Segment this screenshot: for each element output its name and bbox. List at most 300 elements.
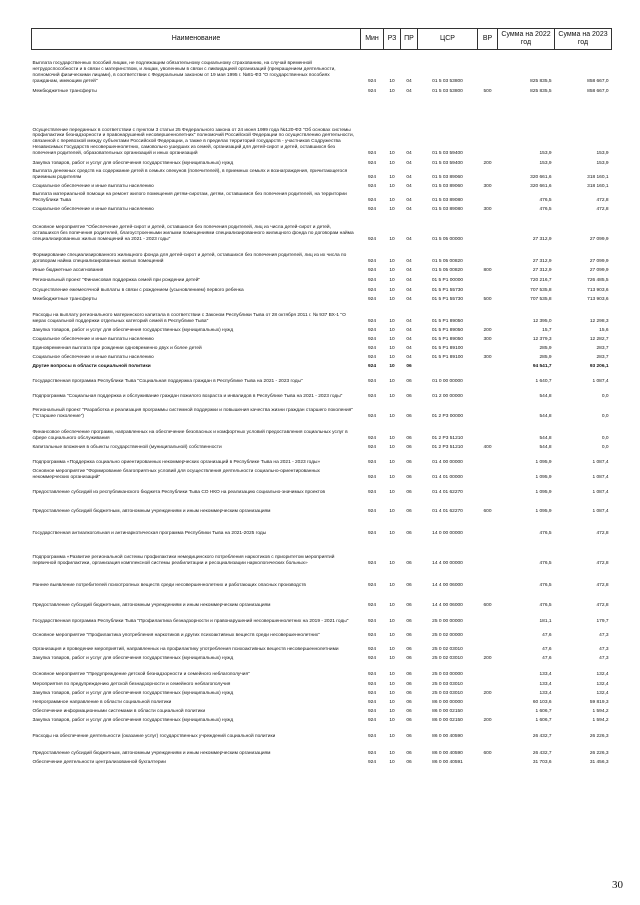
cell-rz: 10 <box>389 296 395 302</box>
cell-name: Подпрограмма «Поддержка социально ориентированных некоммерческих организаций в Республике Тыва на 2021 - 2023 годы» <box>32 459 321 465</box>
table-row <box>32 157 612 167</box>
table-row <box>32 85 612 95</box>
cell-vr <box>478 639 498 653</box>
cell-name: Основное мероприятие "Обеспечение детей-сирот и детей, оставшихся без попечения родителей, лиц из числа детей-сирот и детей, оставшихся без попечения родителей, благоустроенными жилыми помещениями специализированного жилищного фонда по договорам найма специализированных жилых помещений на 2021 - 2023 годы" <box>32 225 354 242</box>
cell-min: 924 <box>367 444 376 450</box>
table-row <box>32 697 612 706</box>
cell-sum-2023: 31 456,3 <box>589 759 609 765</box>
cell-sum-2023: 179,7 <box>596 618 609 624</box>
cell-pr: 06 <box>406 444 412 450</box>
cell-min: 924 <box>367 759 376 765</box>
header-vr: ВР <box>478 29 498 50</box>
cell-name: Формирование специализированного жилищного фонда для детей-сирот и детей, оставшихся без попечения родителей, лиц из их числа по договорам найма специализированных жилых помещений <box>32 252 347 264</box>
cell-csr: 01 5 P1 89050 <box>431 336 464 342</box>
cell-min: 924 <box>367 690 376 696</box>
cell-vr: 600 <box>483 508 492 514</box>
table-row <box>32 757 612 766</box>
cell-name: Социальное обеспечение и иные выплаты населению <box>32 354 154 360</box>
cell-sum-2023: 472,8 <box>596 197 609 203</box>
cell-pr: 04 <box>406 183 412 189</box>
table-row <box>32 400 612 420</box>
cell-min: 924 <box>367 671 376 677</box>
cell-vr: 500 <box>483 88 492 94</box>
cell-csr: 14 4 00 06000 <box>432 582 463 588</box>
cell-csr: 25 0 03 03010 <box>432 690 463 696</box>
cell-csr: 01 5 P1 00000 <box>431 277 464 283</box>
cell-pr: 06 <box>406 413 412 419</box>
table-row <box>32 688 612 697</box>
cell-sum-2022: 15,7 <box>542 327 552 333</box>
cell-vr <box>478 466 498 481</box>
cell-rz: 10 <box>389 632 395 638</box>
cell-pr: 04 <box>406 197 412 203</box>
cell-vr <box>478 724 498 740</box>
cell-min: 924 <box>367 681 376 687</box>
cell-sum-2023: 726 485,5 <box>587 277 609 283</box>
cell-pr: 04 <box>406 206 412 212</box>
cell-vr <box>478 420 498 442</box>
cell-sum-2023: 1 087,4 <box>592 489 609 495</box>
header-min: Мин <box>361 29 384 50</box>
cell-csr: 01 5 P1 89100 <box>431 354 464 360</box>
cell-sum-2022: 31 703,6 <box>532 759 552 765</box>
cell-sum-2022: 544,8 <box>539 444 552 450</box>
cell-sum-2022: 1 606,7 <box>535 708 552 714</box>
cell-vr <box>478 190 498 204</box>
table-row <box>32 204 612 213</box>
cell-min: 924 <box>367 345 376 351</box>
cell-vr <box>478 343 498 352</box>
cell-pr: 06 <box>406 646 412 652</box>
cell-csr: 01 5 03 53800 <box>432 78 463 84</box>
cell-min: 924 <box>367 560 376 566</box>
cell-vr: 200 <box>483 717 492 723</box>
cell-sum-2023: 93 206,1 <box>589 363 609 369</box>
cell-min: 924 <box>367 413 376 419</box>
cell-pr: 04 <box>406 318 412 324</box>
cell-name: Предоставление субсидий из республиканского бюджета Республики Тыва СО НКО на реализацию социально-значимых проектов <box>32 489 326 495</box>
cell-vr <box>478 370 498 385</box>
table-row <box>32 724 612 740</box>
table-row <box>32 706 612 715</box>
cell-rz: 10 <box>389 733 395 739</box>
cell-csr: 14 0 00 00000 <box>432 530 463 536</box>
cell-vr <box>478 609 498 625</box>
cell-name: Государственная антиалкогольная и антинаркотическая программа Республики Тыва на 2021-2025 годы <box>32 530 267 536</box>
cell-vr <box>478 757 498 766</box>
cell-name: Государственная программа Республики Тыва "Социальная поддержка граждан в Республике Тыва на 2021 - 2023 годы" <box>32 378 303 384</box>
cell-sum-2022: 47,6 <box>542 655 552 661</box>
cell-pr: 06 <box>406 508 412 514</box>
cell-rz: 10 <box>389 345 395 351</box>
table-row <box>32 567 612 589</box>
cell-rz: 10 <box>389 690 395 696</box>
cell-vr <box>478 515 498 537</box>
cell-sum-2023: 0,0 <box>601 444 609 450</box>
cell-min: 924 <box>367 733 376 739</box>
cell-pr: 06 <box>406 699 412 705</box>
cell-name: Мероприятия по предупреждению детской безнадзорности и семейного неблагополучия <box>32 681 231 687</box>
cell-rz: 10 <box>389 759 395 765</box>
cell-sum-2022: 544,8 <box>539 435 552 441</box>
table-row <box>32 190 612 204</box>
table-row <box>32 609 612 625</box>
cell-vr <box>478 697 498 706</box>
header-pr: ПР <box>401 29 418 50</box>
cell-name: Организация и проведение мероприятий, направленных на профилактику употребления психоактивных веществ несовершеннолетними <box>32 646 339 652</box>
cell-name: Единовременная выплата при рождении одновременно двух и более детей <box>32 345 202 351</box>
cell-pr: 06 <box>406 681 412 687</box>
cell-sum-2023: 1 087,4 <box>592 378 609 384</box>
cell-rz: 10 <box>389 681 395 687</box>
cell-sum-2023: 1 087,4 <box>592 474 609 480</box>
table-row <box>32 167 612 181</box>
cell-rz: 10 <box>389 174 395 180</box>
cell-vr: 300 <box>483 183 492 189</box>
table-row <box>32 442 612 451</box>
cell-csr: 86 0 00 02150 <box>432 708 463 714</box>
table-row <box>32 303 612 325</box>
cell-name: Закупка товаров, работ и услуг для обеспечения государственных (муниципальных) нужд <box>32 717 234 723</box>
cell-pr: 06 <box>406 655 412 661</box>
cell-sum-2022: 825 835,5 <box>530 78 552 84</box>
cell-sum-2023: 318 160,1 <box>587 183 609 189</box>
cell-pr: 04 <box>406 78 412 84</box>
cell-vr: 800 <box>483 267 492 273</box>
cell-min: 924 <box>367 750 376 756</box>
cell-name: Основное мероприятие "Формирование благоприятных условий для осуществления деятельности социально-ориентированных некоммерческих организаций" <box>32 468 320 480</box>
cell-name: Расходы на выплату регионального материнского капитала в соответствии с Законом Республики Тыва от 28 октября 2011 г. № 937 ВХ-1 "О мерах социальной поддержки отдельных категорий семей в Республике Тыва" <box>32 312 346 324</box>
cell-pr: 04 <box>406 150 412 156</box>
cell-sum-2023: 283,7 <box>596 345 609 351</box>
cell-sum-2023: 0,0 <box>601 413 609 419</box>
cell-csr: 01 0 00 00000 <box>432 378 463 384</box>
cell-pr: 06 <box>406 560 412 566</box>
cell-rz: 10 <box>389 699 395 705</box>
cell-sum-2023: 472,8 <box>596 602 609 608</box>
cell-sum-2023: 153,9 <box>596 160 609 166</box>
cell-sum-2022: 153,9 <box>539 150 552 156</box>
cell-sum-2022: 153,9 <box>539 160 552 166</box>
cell-min: 924 <box>367 150 376 156</box>
cell-name: Региональный проект "Разработка и реализация программы системной поддержки и повышения качества жизни граждан старшего поколения" ("Старшее поколение") <box>32 407 353 419</box>
cell-min: 924 <box>367 206 376 212</box>
table-row <box>32 95 612 157</box>
table-row <box>32 662 612 678</box>
cell-csr: 01 5 P1 89100 <box>431 345 464 351</box>
table-row <box>32 274 612 284</box>
table-row <box>32 243 612 265</box>
cell-pr: 04 <box>406 327 412 333</box>
cell-pr: 04 <box>406 336 412 342</box>
cell-name: Социальное обеспечение и иные выплаты населению <box>32 336 154 342</box>
cell-min: 924 <box>367 88 376 94</box>
cell-rz: 10 <box>389 206 395 212</box>
cell-csr: 01 5 03 89060 <box>432 183 463 189</box>
cell-csr: 01 5 05 00820 <box>432 258 463 264</box>
cell-min: 924 <box>367 435 376 441</box>
table-row <box>32 370 612 385</box>
cell-name: Закупка товаров, работ и услуг для обеспечения государственных (муниципальных) нужд <box>32 690 234 696</box>
cell-csr: 01 5 03 59400 <box>432 150 463 156</box>
cell-sum-2022: 285,9 <box>539 354 552 360</box>
cell-csr: 01 2 P3 00000 <box>431 413 464 419</box>
cell-name: Межбюджетные трансферты <box>32 88 97 94</box>
cell-sum-2022: 320 661,6 <box>530 183 552 189</box>
cell-sum-2023: 0,0 <box>601 435 609 441</box>
cell-sum-2022: 133,4 <box>539 690 552 696</box>
cell-pr: 04 <box>406 258 412 264</box>
cell-rz: 10 <box>389 602 395 608</box>
cell-min: 924 <box>367 287 376 293</box>
cell-sum-2022: 476,5 <box>539 530 552 536</box>
cell-csr: 01 5 P1 55730 <box>431 296 464 302</box>
cell-rz: 10 <box>389 474 395 480</box>
cell-rz: 10 <box>389 435 395 441</box>
cell-name: Обеспечение деятельности централизованной бухгалтерии <box>32 759 166 765</box>
cell-sum-2022: 1 095,9 <box>535 489 552 495</box>
cell-name: Капитальные вложения в объекты государственной (муниципальной) собственности <box>32 444 222 450</box>
cell-sum-2022: 707 535,8 <box>530 296 552 302</box>
table-row <box>32 213 612 243</box>
cell-sum-2022: 825 835,5 <box>530 88 552 94</box>
cell-rz: 10 <box>389 378 395 384</box>
cell-rz: 10 <box>389 363 395 369</box>
cell-min: 924 <box>367 474 376 480</box>
table-row <box>32 715 612 724</box>
cell-csr: 01 5 03 53800 <box>432 88 463 94</box>
cell-vr <box>478 243 498 265</box>
cell-sum-2022: 12 395,0 <box>532 318 552 324</box>
cell-pr: 04 <box>406 354 412 360</box>
cell-name: Региональный проект "Финансовая поддержка семей при рождении детей" <box>32 277 201 283</box>
cell-pr: 04 <box>406 296 412 302</box>
cell-sum-2022: 181,1 <box>539 618 552 624</box>
cell-min: 924 <box>367 183 376 189</box>
cell-sum-2022: 476,5 <box>539 602 552 608</box>
header-sum-2023: Сумма на 2023 год <box>555 29 612 50</box>
cell-csr: 01 4 00 00000 <box>432 459 463 465</box>
cell-name: Иные бюджетные ассигнования <box>32 267 104 273</box>
cell-sum-2023: 12 282,7 <box>589 336 609 342</box>
cell-vr <box>478 567 498 589</box>
cell-rz: 10 <box>389 88 395 94</box>
cell-csr: 25 0 02 00000 <box>432 632 463 638</box>
cell-sum-2023: 1 594,2 <box>592 708 609 714</box>
cell-csr: 01 4 01 62270 <box>432 508 463 514</box>
cell-name: Выплата материальной помощи на ремонт жилого помещения детям-сиротам, детям, оставшимся без попечения родителей, на территории Республики Тыва <box>32 191 347 203</box>
cell-vr <box>478 213 498 243</box>
cell-csr: 01 5 05 00820 <box>432 267 463 273</box>
cell-pr: 06 <box>406 474 412 480</box>
cell-pr: 06 <box>406 530 412 536</box>
cell-pr: 06 <box>406 602 412 608</box>
cell-min: 924 <box>367 378 376 384</box>
cell-min: 924 <box>367 78 376 84</box>
cell-sum-2022: 94 541,7 <box>532 363 552 369</box>
table-row <box>32 451 612 466</box>
cell-name: Социальное обеспечение и иные выплаты населению <box>32 183 154 189</box>
cell-pr: 04 <box>406 267 412 273</box>
cell-sum-2023: 132,4 <box>596 671 609 677</box>
cell-sum-2022: 1 095,9 <box>535 474 552 480</box>
table-row <box>32 678 612 688</box>
cell-vr <box>478 50 498 85</box>
cell-sum-2022: 27 312,9 <box>532 267 552 273</box>
cell-pr: 04 <box>406 277 412 283</box>
cell-sum-2022: 707 535,8 <box>530 287 552 293</box>
cell-pr: 06 <box>406 459 412 465</box>
cell-vr: 200 <box>483 655 492 661</box>
cell-pr: 06 <box>406 363 412 369</box>
cell-sum-2023: 472,8 <box>596 582 609 588</box>
cell-rz: 10 <box>389 413 395 419</box>
header-name: Наименование <box>32 29 361 50</box>
cell-sum-2023: 858 667,0 <box>587 78 609 84</box>
cell-rz: 10 <box>389 393 395 399</box>
table-row <box>32 740 612 757</box>
cell-pr: 06 <box>406 750 412 756</box>
cell-min: 924 <box>367 618 376 624</box>
cell-pr: 06 <box>406 733 412 739</box>
table-row <box>32 284 612 294</box>
cell-min: 924 <box>367 646 376 652</box>
cell-sum-2023: 27 099,9 <box>589 236 609 242</box>
cell-pr: 04 <box>406 88 412 94</box>
cell-sum-2023: 59 819,3 <box>589 699 609 705</box>
cell-pr: 06 <box>406 582 412 588</box>
cell-sum-2022: 47,6 <box>542 632 552 638</box>
cell-pr: 04 <box>406 345 412 351</box>
cell-csr: 25 0 02 03010 <box>432 646 463 652</box>
cell-name: Межбюджетные трансферты <box>32 296 97 302</box>
cell-vr <box>478 706 498 715</box>
cell-pr: 06 <box>406 618 412 624</box>
cell-name: Социальное обеспечение и иные выплаты населению <box>32 206 154 212</box>
cell-vr <box>478 303 498 325</box>
header-rz: РЗ <box>384 29 401 50</box>
cell-csr: 86 0 00 40590 <box>432 750 463 756</box>
table-row <box>32 420 612 442</box>
cell-min: 924 <box>367 489 376 495</box>
cell-csr: 86 0 00 02150 <box>432 717 463 723</box>
cell-vr <box>478 678 498 688</box>
cell-rz: 10 <box>389 78 395 84</box>
cell-pr: 06 <box>406 759 412 765</box>
cell-name: Другие вопросы в области социальной политики <box>32 363 151 369</box>
cell-vr: 200 <box>483 327 492 333</box>
cell-min: 924 <box>367 354 376 360</box>
cell-name: Основное мероприятие "Профилактика употребления наркотиков и других психоактивных веществ среди несовершеннолетних" <box>32 632 320 638</box>
cell-pr: 04 <box>406 174 412 180</box>
header-sum-2022: Сумма на 2022 год <box>498 29 555 50</box>
cell-min: 924 <box>367 197 376 203</box>
cell-rz: 10 <box>389 582 395 588</box>
table-row <box>32 589 612 609</box>
cell-rz: 10 <box>389 444 395 450</box>
cell-min: 924 <box>367 174 376 180</box>
cell-rz: 10 <box>389 655 395 661</box>
cell-rz: 10 <box>389 354 395 360</box>
cell-min: 924 <box>367 336 376 342</box>
cell-name: Выплата государственных пособий лицам, не подлежащим обязательному социальному страхованию, на случай временной нетрудоспособности и в связи с материнством, и лицам, уволенным в связи с ликвидацией организаций (прекращением деятельности, полномочий физическими лицами), в соответствии с Федеральным законом от 19 мая 1995 г. №81-ФЗ "О государственных пособиях гражданам, имеющим детей" <box>32 61 336 84</box>
table-row <box>32 181 612 190</box>
page-number: 30 <box>612 879 623 891</box>
cell-sum-2023: 858 667,0 <box>587 88 609 94</box>
cell-min: 924 <box>367 363 376 369</box>
cell-min: 924 <box>367 258 376 264</box>
cell-pr: 04 <box>406 287 412 293</box>
cell-vr <box>478 481 498 496</box>
cell-rz: 10 <box>389 318 395 324</box>
cell-rz: 10 <box>389 671 395 677</box>
cell-name: Подпрограмма «Развитие региональной системы профилактики немедицинского потребления наркотиков с приоритетом мероприятий первичной профилактики, организация комплексной системы реабилитации и ресоциализации наркологических больных» <box>32 554 335 566</box>
cell-pr: 06 <box>406 435 412 441</box>
cell-vr <box>478 284 498 294</box>
cell-pr: 06 <box>406 489 412 495</box>
cell-name: Основное мероприятие "Предупреждение детской безнадзорности и семейного неблагополучия" <box>32 671 250 677</box>
cell-csr: 01 5 05 00000 <box>432 236 463 242</box>
cell-sum-2022: 133,4 <box>539 681 552 687</box>
table-body <box>32 50 612 766</box>
cell-pr: 04 <box>406 236 412 242</box>
cell-csr: 01 4 01 00000 <box>432 474 463 480</box>
cell-csr: 01 5 P1 89050 <box>431 327 464 333</box>
cell-min: 924 <box>367 530 376 536</box>
cell-vr <box>478 361 498 370</box>
cell-sum-2022: 544,8 <box>539 413 552 419</box>
cell-sum-2023: 283,7 <box>596 354 609 360</box>
cell-sum-2022: 47,6 <box>542 646 552 652</box>
cell-sum-2022: 476,5 <box>539 206 552 212</box>
cell-rz: 10 <box>389 560 395 566</box>
cell-csr: 01 2 P3 51210 <box>431 435 464 441</box>
table-row <box>32 334 612 343</box>
table-row <box>32 537 612 567</box>
cell-min: 924 <box>367 699 376 705</box>
table-row <box>32 352 612 361</box>
cell-csr: 01 5 P1 55730 <box>431 287 464 293</box>
cell-name: Предоставление субсидий бюджетным, автономным учреждениям и иным некоммерческим организациям <box>32 508 271 514</box>
cell-rz: 10 <box>389 646 395 652</box>
cell-min: 924 <box>367 602 376 608</box>
cell-vr <box>478 451 498 466</box>
cell-sum-2023: 47,3 <box>599 655 609 661</box>
cell-pr: 06 <box>406 378 412 384</box>
cell-min: 924 <box>367 459 376 465</box>
cell-sum-2023: 472,8 <box>596 530 609 536</box>
cell-pr: 06 <box>406 717 412 723</box>
cell-sum-2022: 60 103,6 <box>532 699 552 705</box>
cell-sum-2023: 472,8 <box>596 206 609 212</box>
table-row <box>32 50 612 85</box>
cell-rz: 10 <box>389 277 395 283</box>
cell-csr <box>418 361 478 370</box>
cell-sum-2022: 1 606,7 <box>535 717 552 723</box>
cell-rz: 10 <box>389 530 395 536</box>
cell-sum-2023: 472,8 <box>596 560 609 566</box>
cell-min: 924 <box>367 296 376 302</box>
cell-csr: 25 0 03 00000 <box>432 671 463 677</box>
cell-csr: 01 2 00 00000 <box>432 393 463 399</box>
header-csr: ЦСР <box>418 29 478 50</box>
cell-sum-2022: 544,8 <box>539 393 552 399</box>
cell-rz: 10 <box>389 183 395 189</box>
cell-vr <box>478 95 498 157</box>
cell-rz: 10 <box>389 258 395 264</box>
cell-name: Предоставление субсидий бюджетным, автономным учреждениям и иным некоммерческим организациям <box>32 602 271 608</box>
cell-pr: 06 <box>406 671 412 677</box>
